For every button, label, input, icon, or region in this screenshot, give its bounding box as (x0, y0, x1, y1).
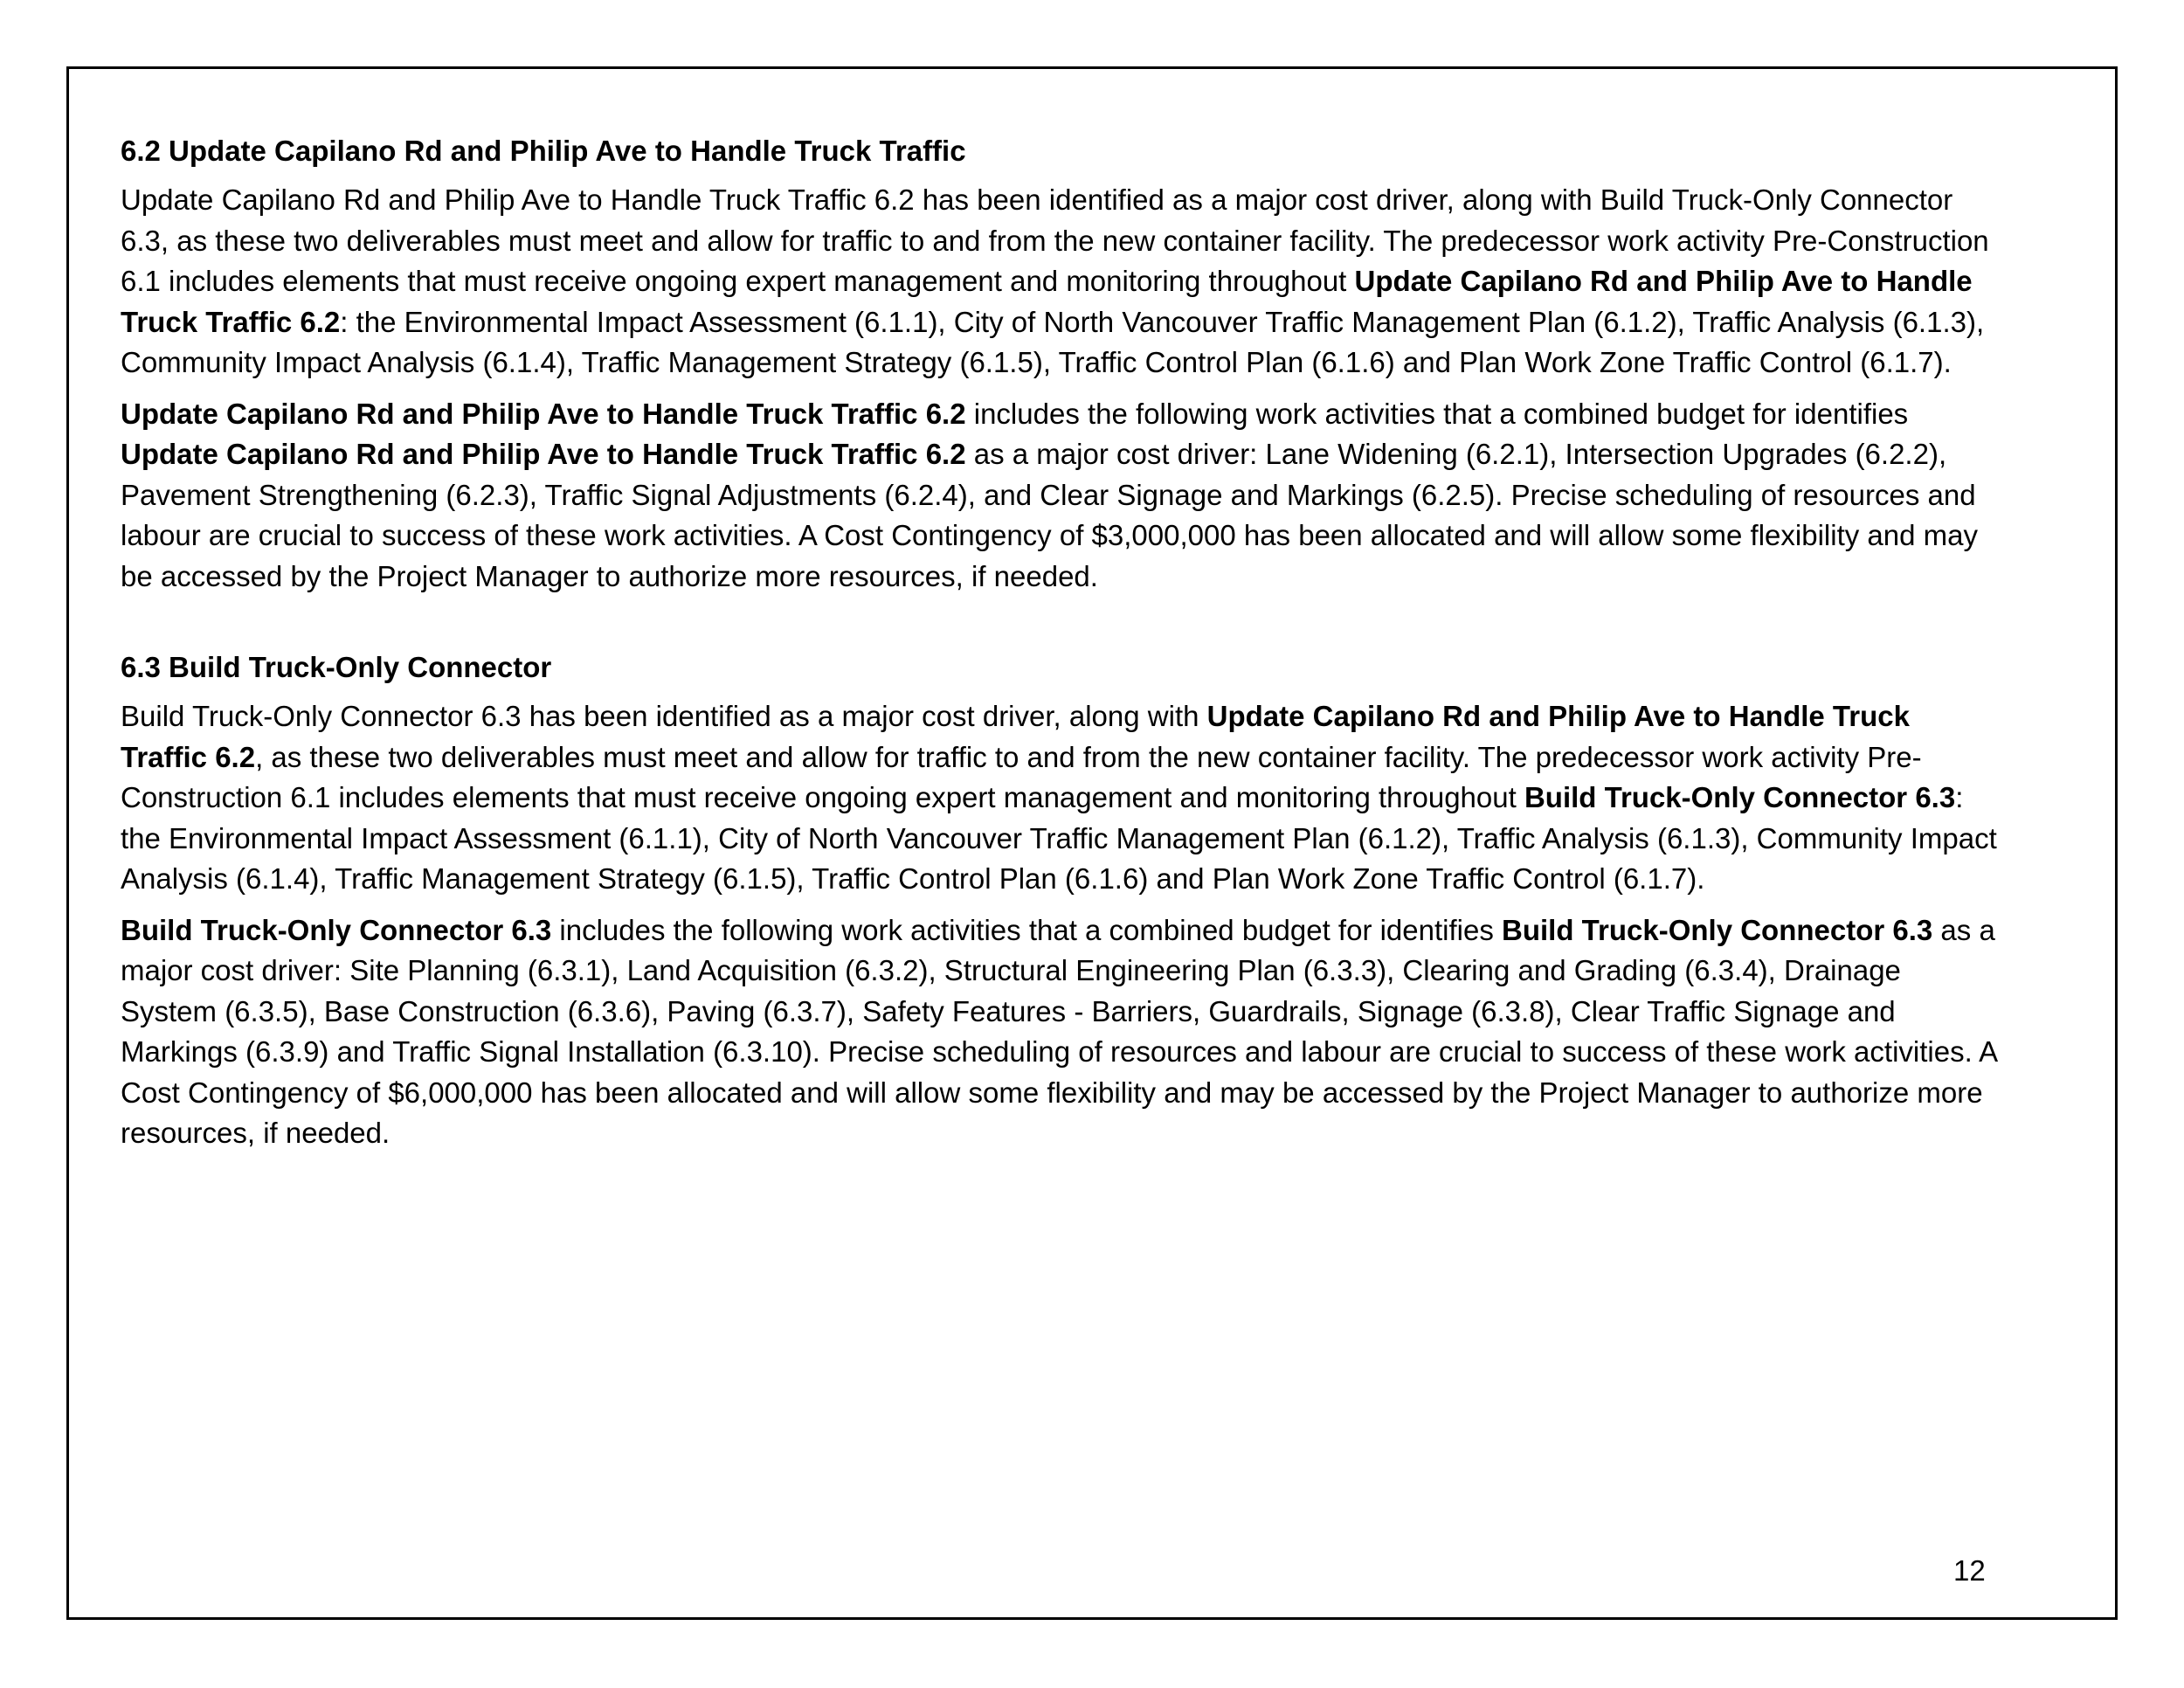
text-run: as a major cost driver: Site Planning (6.3.1), Land Acquisition (6.3.2), Structural Engineering Plan (6.3.3), Clearing and Grading (6.3.4), Drainage System (6.3.5), Base Construction (6.3.6), Paving (6.3.7), Safety Features - Barriers, Guardrails, Signage (6.3.8), Clear Traffic Signage and Markings (6.3.9) and Traffic Signal Installation (6.3.10). Precise scheduling of resources and labour are crucial to success of these work activities. A Cost Contingency of $6,000,000 has been allocated and will allow some flexibility and may be accessed by the Project Manager to authorize more resources, if needed. (121, 913, 1997, 1149)
text-run: Build Truck-Only Connector 6.3 has been identified as a major cost driver, along with (121, 700, 1207, 732)
document-body (121, 131, 1999, 1165)
text-run: : the Environmental Impact Assessment (6.1.1), City of North Vancouver Traffic Management Plan (6.1.2), Traffic Analysis (6.1.3), Community Impact Analysis (6.1.4), Traffic Management Strategy (6.1.5), Traffic Control Plan (6.1.6) and Plan Work Zone Traffic Control (6.1.7). (121, 781, 1997, 895)
bold-text-run: Build Truck-Only Connector 6.3 (1502, 913, 1933, 946)
text-run: : the Environmental Impact Assessment (6.1.1), City of North Vancouver Traffic Management Plan (6.1.2), Traffic Analysis (6.1.3), Community Impact Analysis (6.1.4), Traffic Management Strategy (6.1.5), Traffic Control Plan (6.1.6) and Plan Work Zone Traffic Control (6.1.7). (121, 305, 1985, 378)
paragraph (121, 910, 1999, 1154)
bold-text-run: Update Capilano Rd and Philip Ave to Handle Truck Traffic 6.2 (121, 438, 966, 470)
section-heading: 6.3 Build Truck-Only Connector (121, 651, 552, 683)
text-run: includes the following work activities that a combined budget for identifies (551, 913, 1503, 946)
bold-text-run: Update Capilano Rd and Philip Ave to Handle Truck Traffic 6.2 (121, 700, 1910, 773)
paragraph (121, 180, 1999, 384)
paragraph (121, 696, 1999, 900)
text-run: includes the following work activities that a combined budget for identifies (965, 397, 1909, 430)
text-run: as a major cost driver: Lane Widening (6.2.1), Intersection Upgrades (6.2.2), Pavement Strengthening (6.2.3), Traffic Signal Adjustments (6.2.4), and Clear Signage and Markings (6.2.5). Precise scheduling of resources and labour are crucial to success of these work activities. A Cost Contingency of $3,000,000 has been allocated and will allow some flexibility and may be accessed by the Project Manager to authorize more resources, if needed. (121, 438, 1978, 592)
bold-text-run: Update Capilano Rd and Philip Ave to Handle Truck Traffic 6.2 (121, 265, 1973, 338)
section-6-3 (121, 647, 1999, 1154)
bold-text-run: Update Capilano Rd and Philip Ave to Handle Truck Traffic 6.2 (121, 397, 966, 430)
page-number: 12 (1953, 1554, 1986, 1587)
text-run: Update Capilano Rd and Philip Ave to Handle Truck Traffic 6.2 has been identified as a major cost driver, along with Build Truck-Only Connector 6.3, as these two deliverables must meet and allow for traffic to and from the new container facility. The predecessor work activity Pre-Construction 6.1 includes elements that must receive ongoing expert management and monitoring throughout (121, 183, 1989, 297)
section-6-2 (121, 131, 1999, 597)
section-spacer (121, 607, 1999, 647)
text-run: , as these two deliverables must meet and allow for traffic to and from the new container facility. The predecessor work activity Pre-Construction 6.1 includes elements that must receive ongoing expert management and monitoring throughout (121, 740, 1922, 813)
section-heading: 6.2 Update Capilano Rd and Philip Ave to Handle Truck Traffic (121, 135, 966, 167)
bold-text-run: Build Truck-Only Connector 6.3 (1524, 781, 1956, 813)
paragraph (121, 394, 1999, 598)
bold-text-run: Build Truck-Only Connector 6.3 (121, 913, 552, 946)
